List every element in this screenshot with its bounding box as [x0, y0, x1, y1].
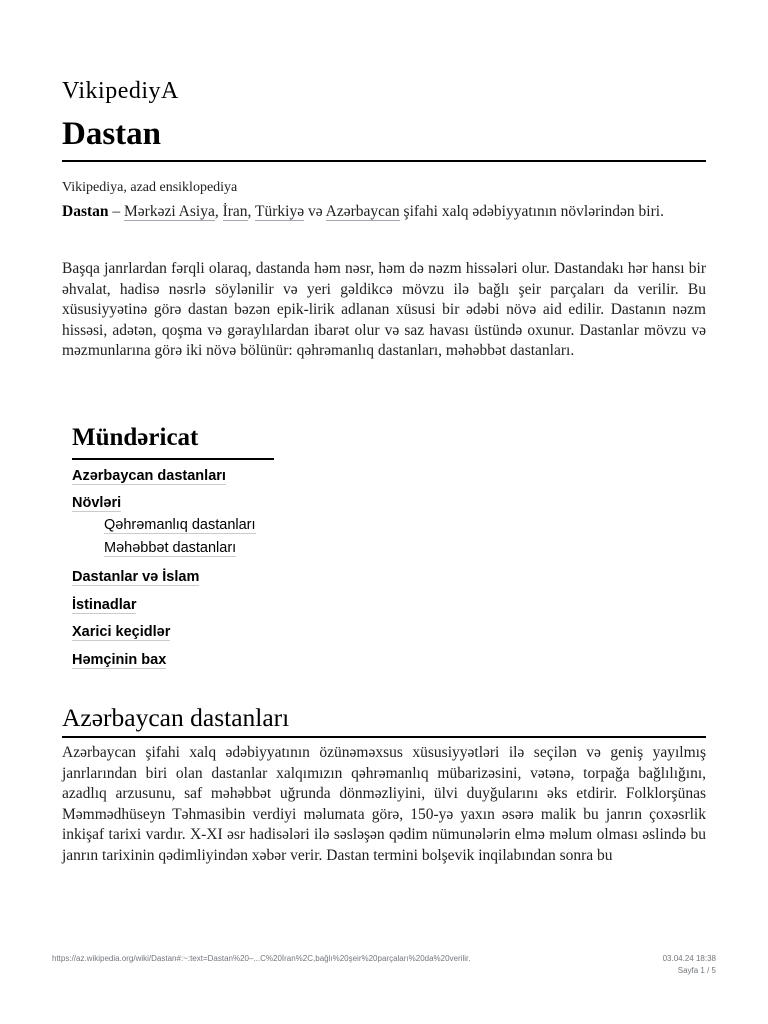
toc-item-xarici-kecidler[interactable]: Xarici keçidlər: [72, 624, 171, 640]
toc-subitem-mehebbet[interactable]: Məhəbbət dastanları: [104, 540, 237, 556]
intro-sep: ,: [214, 203, 223, 220]
section-paragraph: Azərbaycan şifahi xalq ədəbiyyatının özünəməxsus xüsusiyyətləri ilə seçilən və geniş yayılmış janrlarından biri olan dastanlar xalqımızın qəhrəmanlıq mübarizəsini, vətənə, torpağa bağlılığını, azadlıq arzusunu, saf məhəbbət uğrunda dönməzliyini, ülvi duyğularını əks etdirir. Folklorşünas Məmmədhüseyn Təhmasibin verdiyi məlumata görə, 150-yə yaxın əsərə malik bu janrın çoxəsrlik inkişaf tarixi vardır. X-XI əsr hadisələri ilə səsləşən qədim nümunələrin elmə məlum olması əslində bu janrın tarixinin qədimliyindən xəbər verir. Dastan termini bolşevik inqilabından sonra bu: [62, 744, 706, 864]
link-azerbaycan[interactable]: Azərbaycan: [325, 203, 400, 220]
intro-sep: və: [304, 203, 326, 220]
table-of-contents: [72, 424, 292, 668]
toc-subitem-qehremanliq[interactable]: Qəhrəmanlıq dastanları: [104, 517, 256, 533]
link-iran[interactable]: İran: [222, 203, 248, 220]
toc-item-azerbaycan-dastanlari[interactable]: Azərbaycan dastanları: [72, 468, 226, 484]
site-tagline: Vikipediya, azad ensiklopediya: [62, 180, 238, 195]
wikipedia-logo[interactable]: VikipediyA: [62, 78, 179, 104]
body-paragraph: Başqa janrlardan fərqli olaraq, dastanda həm nəsr, həm də nəzm hissələri olur. Dastandakı hər hansı bir əhvalat, hadisə nəsrlə söylənilir və yeri gəldikcə mövzu ilə bağlı şeir parçaları da verilir. Bu xüsusiyyətinə görə dastan bəzən epik-lirik adlanan xüsusi bir ədəbi növə aid edilir. Dastanın nəzm hissəsi, adətən, qoşma və gəraylılardan ibarət olur və saz havası üstündə oxunur. Dastanlar mövzu və məzmunlarına görə iki növə bölünür: qəhrəmanlıq dastanları, məhəbbət dastanları.: [62, 260, 706, 359]
footer-page-number: Sayfa 1 / 5: [677, 966, 716, 975]
toc-title: Mündəricat: [72, 424, 274, 460]
intro-dash: –: [108, 203, 125, 220]
section-heading: Azərbaycan dastanları: [62, 703, 706, 738]
intro-tail: şifahi xalq ədəbiyyatının növlərindən biri.: [399, 203, 664, 220]
toc-item-hemcinin-bax[interactable]: Həmçinin bax: [72, 652, 167, 668]
intro-bold-term: Dastan: [62, 203, 109, 220]
toc-item-istinadlar[interactable]: İstinadlar: [72, 597, 137, 613]
footer-date: 03.04.24 18:38: [662, 954, 716, 963]
link-turkiye[interactable]: Türkiyə: [255, 203, 305, 220]
footer-url: https://az.wikipedia.org/wiki/Dastan#:~:text=Dastan%20–...C%20İran%2C,bağlı%20şeir%20parçaları%20da%20verilir.: [52, 954, 471, 963]
page-title: Dastan: [62, 116, 706, 162]
toc-item-dastanlar-ve-islam[interactable]: Dastanlar və İslam: [72, 569, 200, 585]
link-merkezi-asiya[interactable]: Mərkəzi Asiya: [124, 203, 215, 220]
intro-paragraph: [62, 202, 706, 223]
toc-item-novleri[interactable]: Növləri: [72, 495, 122, 511]
intro-sep: ,: [247, 203, 256, 220]
